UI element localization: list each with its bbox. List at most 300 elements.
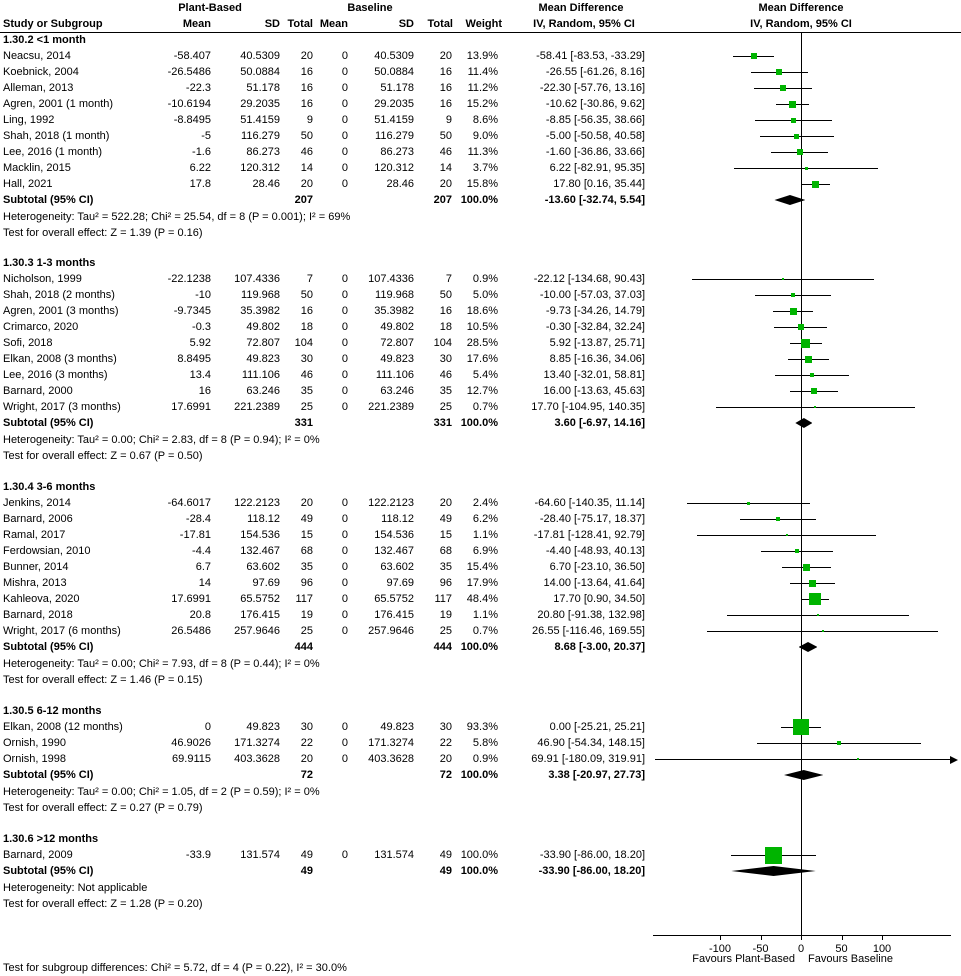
plant-total-cell: 16	[300, 305, 313, 317]
baseline-sd-cell: 49.823	[380, 721, 414, 733]
plant-sd-cell: 51.178	[246, 82, 280, 94]
plant-sd-cell: 132.467	[240, 545, 280, 557]
overall-effect-text: Test for overall effect: Z = 0.67 (P = 0.50)	[3, 450, 203, 462]
baseline-total-cell: 16	[439, 66, 452, 78]
subtotal-baseline-total: 207	[433, 194, 452, 206]
baseline-mean-cell: 0	[341, 66, 348, 78]
plant-mean-cell: 46.9026	[171, 737, 211, 749]
plant-total-cell: 15	[300, 529, 313, 541]
subgroup-header: 1.30.6 >12 months	[3, 833, 99, 845]
baseline-sd-cell: 131.574	[374, 849, 414, 861]
plant-mean-cell: -8.8495	[173, 114, 211, 126]
baseline-total-cell: 16	[439, 82, 452, 94]
md-ci-cell: -10.62 [-30.86, 9.62]	[545, 98, 645, 110]
baseline-total-cell: 35	[439, 385, 452, 397]
plant-sd-cell: 49.823	[246, 721, 280, 733]
study-name: Barnard, 2009	[3, 849, 73, 861]
plant-sd-cell: 154.536	[240, 529, 280, 541]
heterogeneity-text: Heterogeneity: Not applicable	[3, 882, 148, 894]
subtotal-weight: 100.0%	[460, 417, 498, 429]
baseline-sd-cell: 132.467	[374, 545, 414, 557]
plant-total-cell: 18	[300, 321, 313, 333]
subtotal-md-ci: 8.68 [-3.00, 20.37]	[554, 641, 645, 653]
effect-square	[811, 388, 817, 394]
weight-cell: 9.0%	[472, 130, 498, 142]
baseline-mean-cell: 0	[341, 401, 348, 413]
md-ci-cell: 13.40 [-32.01, 58.81]	[543, 369, 645, 381]
plant-sd-cell: 221.2389	[234, 401, 280, 413]
baseline-mean-cell: 0	[341, 369, 348, 381]
study-name: Mishra, 2013	[3, 577, 67, 589]
plant-mean-cell: 14	[198, 577, 211, 589]
weight-cell: 0.9%	[472, 273, 498, 285]
ci-line	[655, 759, 951, 760]
subtotal-md-ci: -13.60 [-32.74, 5.54]	[544, 194, 645, 206]
baseline-sd-cell: 107.4336	[368, 273, 414, 285]
study-name: Ramal, 2017	[3, 529, 66, 541]
study-name: Barnard, 2018	[3, 609, 73, 621]
column-header-baseline-mean: Mean	[319, 18, 348, 30]
plant-total-cell: 9	[306, 114, 313, 126]
plant-total-cell: 20	[300, 497, 313, 509]
heterogeneity-text: Heterogeneity: Tau² = 522.28; Chi² = 25.54, df = 8 (P = 0.001); I² = 69%	[3, 211, 351, 223]
weight-cell: 11.3%	[467, 146, 498, 158]
subgroup-differences-test: Test for subgroup differences: Chi² = 5.72, df = 4 (P = 0.22), I² = 30.0%	[3, 962, 347, 974]
baseline-sd-cell: 118.12	[381, 513, 414, 525]
axis-tick	[761, 935, 762, 940]
baseline-sd-cell: 28.46	[386, 178, 414, 190]
plant-total-cell: 49	[300, 849, 313, 861]
plant-total-cell: 50	[300, 130, 313, 142]
overall-effect-text: Test for overall effect: Z = 1.46 (P = 0.15)	[3, 674, 203, 686]
baseline-total-cell: 16	[439, 98, 452, 110]
baseline-mean-cell: 0	[341, 50, 348, 62]
plot-header-ci: IV, Random, 95% CI	[750, 18, 852, 30]
baseline-sd-cell: 221.2389	[368, 401, 414, 413]
baseline-sd-cell: 257.9646	[368, 625, 414, 637]
effect-square	[776, 517, 780, 521]
subtotal-baseline-total: 331	[433, 417, 452, 429]
overall-effect-text: Test for overall effect: Z = 1.28 (P = 0.20)	[3, 898, 203, 910]
effect-square	[786, 534, 788, 536]
baseline-total-cell: 50	[439, 130, 452, 142]
baseline-total-cell: 50	[439, 289, 452, 301]
plant-mean-cell: 69.9115	[172, 753, 211, 765]
column-header-plant-mean: Mean	[182, 18, 211, 30]
baseline-total-cell: 49	[439, 513, 452, 525]
plant-total-cell: 46	[300, 146, 313, 158]
axis-tick	[842, 935, 843, 940]
subtotal-plant-total: 444	[294, 641, 313, 653]
plant-mean-cell: 17.6991	[171, 593, 211, 605]
plant-mean-cell: -22.3	[185, 82, 211, 94]
baseline-sd-cell: 176.415	[374, 609, 414, 621]
effect-square	[776, 69, 782, 75]
plant-mean-cell: 13.4	[189, 369, 211, 381]
plant-sd-cell: 35.3982	[240, 305, 280, 317]
effect-square	[822, 630, 824, 632]
baseline-mean-cell: 0	[341, 305, 348, 317]
baseline-sd-cell: 49.823	[380, 353, 414, 365]
effect-square	[795, 549, 799, 553]
study-name: Barnard, 2000	[3, 385, 73, 397]
md-ci-cell: -1.60 [-36.86, 33.66]	[545, 146, 645, 158]
plant-mean-cell: 17.8	[189, 178, 211, 190]
baseline-mean-cell: 0	[341, 513, 348, 525]
subtotal-md-ci: -33.90 [-86.00, 18.20]	[538, 865, 645, 877]
weight-cell: 13.9%	[466, 50, 498, 62]
md-ci-cell: 17.80 [0.16, 35.44]	[553, 178, 645, 190]
plant-total-cell: 22	[300, 737, 313, 749]
plant-total-cell: 14	[300, 162, 313, 174]
plant-mean-cell: 26.5486	[171, 625, 211, 637]
plant-mean-cell: -17.81	[179, 529, 211, 541]
subtotal-plant-total: 331	[294, 417, 313, 429]
baseline-mean-cell: 0	[341, 593, 348, 605]
axis-tick-label: 100	[872, 943, 892, 955]
subtotal-plant-total: 49	[300, 865, 313, 877]
md-ci-cell: -22.30 [-57.76, 13.16]	[539, 82, 645, 94]
baseline-sd-cell: 49.802	[380, 321, 414, 333]
plant-total-cell: 16	[300, 98, 313, 110]
baseline-mean-cell: 0	[341, 114, 348, 126]
baseline-total-cell: 46	[439, 369, 452, 381]
baseline-total-cell: 25	[439, 625, 452, 637]
baseline-sd-cell: 116.279	[375, 130, 414, 142]
weight-cell: 0.7%	[472, 625, 498, 637]
md-ci-cell: -64.60 [-140.35, 11.14]	[534, 497, 645, 509]
md-ci-cell: -5.00 [-50.58, 40.58]	[545, 130, 645, 142]
md-ci-cell: 17.70 [-104.95, 140.35]	[531, 401, 645, 413]
plant-sd-cell: 40.5309	[240, 50, 280, 62]
weight-cell: 0.7%	[472, 401, 498, 413]
plant-sd-cell: 29.2035	[240, 98, 280, 110]
subgroup-header: 1.30.2 <1 month	[3, 34, 86, 46]
baseline-mean-cell: 0	[341, 753, 348, 765]
baseline-sd-cell: 35.3982	[374, 305, 414, 317]
baseline-total-cell: 7	[445, 273, 452, 285]
weight-cell: 8.6%	[472, 114, 498, 126]
plant-mean-cell: -1.6	[192, 146, 211, 158]
axis-tick	[801, 935, 802, 940]
md-ci-cell: 16.00 [-13.63, 45.63]	[543, 385, 645, 397]
plant-sd-cell: 111.106	[241, 369, 280, 381]
axis-tick-label: 50	[835, 943, 848, 955]
baseline-mean-cell: 0	[341, 178, 348, 190]
study-name: Kahleova, 2020	[3, 593, 80, 605]
plant-mean-cell: 0	[204, 721, 211, 733]
baseline-sd-cell: 72.807	[380, 337, 414, 349]
study-name: Elkan, 2008 (3 months)	[3, 353, 117, 365]
baseline-total-cell: 15	[439, 529, 452, 541]
weight-cell: 12.7%	[466, 385, 498, 397]
weight-cell: 3.7%	[472, 162, 498, 174]
plant-total-cell: 16	[300, 82, 313, 94]
plant-mean-cell: -0.3	[192, 321, 211, 333]
baseline-total-cell: 30	[439, 353, 452, 365]
favours-right-label: Favours Baseline	[808, 953, 893, 965]
md-ci-cell: 0.00 [-25.21, 25.21]	[549, 721, 645, 733]
heterogeneity-text: Heterogeneity: Tau² = 0.00; Chi² = 7.93, df = 8 (P = 0.44); I² = 0%	[3, 658, 320, 670]
baseline-mean-cell: 0	[341, 609, 348, 621]
plant-sd-cell: 122.2123	[234, 497, 280, 509]
md-ci-cell: 20.80 [-91.38, 132.98]	[537, 609, 645, 621]
effect-square	[801, 339, 810, 348]
plant-sd-cell: 171.3274	[234, 737, 280, 749]
baseline-sd-cell: 29.2035	[374, 98, 414, 110]
subtotal-weight: 100.0%	[460, 194, 498, 206]
baseline-mean-cell: 0	[341, 737, 348, 749]
md-ci-cell: -10.00 [-57.03, 37.03]	[539, 289, 645, 301]
baseline-total-cell: 96	[439, 577, 452, 589]
baseline-sd-cell: 86.273	[380, 146, 414, 158]
column-header-mean-difference: Mean Difference	[538, 2, 624, 14]
effect-square	[797, 149, 803, 155]
column-header-ci: IV, Random, 95% CI	[533, 18, 635, 30]
study-name: Ferdowsian, 2010	[3, 545, 91, 557]
weight-cell: 1.1%	[472, 609, 498, 621]
subtotal-md-ci: 3.60 [-6.97, 14.16]	[554, 417, 645, 429]
effect-square	[805, 356, 812, 363]
study-name: Agren, 2001 (1 month)	[3, 98, 114, 110]
study-name: Hall, 2021	[3, 178, 53, 190]
baseline-mean-cell: 0	[341, 385, 348, 397]
md-ci-cell: 26.55 [-116.46, 169.55]	[532, 625, 645, 637]
weight-cell: 1.1%	[472, 529, 498, 541]
baseline-total-cell: 49	[439, 849, 452, 861]
plant-mean-cell: 6.7	[195, 561, 211, 573]
study-name: Ling, 1992	[3, 114, 55, 126]
baseline-mean-cell: 0	[341, 577, 348, 589]
effect-square	[798, 324, 804, 330]
study-name: Jenkins, 2014	[3, 497, 71, 509]
baseline-mean-cell: 0	[341, 529, 348, 541]
effect-square	[857, 758, 859, 760]
subtotal-diamond	[784, 770, 823, 780]
plant-total-cell: 19	[300, 609, 313, 621]
plant-mean-cell: -10.6194	[167, 98, 211, 110]
study-name: Lee, 2016 (3 months)	[3, 369, 108, 381]
column-header-baseline-total: Total	[427, 18, 453, 30]
md-ci-cell: -0.30 [-32.84, 32.24]	[545, 321, 645, 333]
baseline-mean-cell: 0	[341, 625, 348, 637]
baseline-sd-cell: 40.5309	[374, 50, 414, 62]
plant-mean-cell: 6.22	[189, 162, 211, 174]
plant-sd-cell: 63.246	[246, 385, 280, 397]
weight-cell: 17.9%	[466, 577, 498, 589]
plant-mean-cell: -33.9	[185, 849, 211, 861]
column-header-baseline: Baseline	[347, 2, 393, 14]
plant-sd-cell: 51.4159	[240, 114, 280, 126]
effect-square	[780, 85, 786, 91]
weight-cell: 11.2%	[467, 82, 498, 94]
plant-mean-cell: -10	[195, 289, 211, 301]
subtotal-weight: 100.0%	[460, 641, 498, 653]
plant-total-cell: 50	[300, 289, 313, 301]
weight-cell: 100.0%	[460, 849, 498, 861]
study-name: Shah, 2018 (2 months)	[3, 289, 115, 301]
plant-sd-cell: 116.279	[241, 130, 280, 142]
baseline-total-cell: 46	[439, 146, 452, 158]
md-ci-cell: -22.12 [-134.68, 90.43]	[533, 273, 645, 285]
plant-mean-cell: -22.1238	[167, 273, 211, 285]
effect-square	[817, 614, 819, 616]
effect-square	[789, 101, 796, 108]
axis-tick	[882, 935, 883, 940]
plot-header-mean-difference: Mean Difference	[758, 2, 844, 14]
axis-tick	[720, 935, 721, 940]
heterogeneity-text: Heterogeneity: Tau² = 0.00; Chi² = 2.83, df = 8 (P = 0.94); I² = 0%	[3, 434, 320, 446]
plant-mean-cell: -28.4	[185, 513, 211, 525]
baseline-mean-cell: 0	[341, 337, 348, 349]
baseline-mean-cell: 0	[341, 497, 348, 509]
plant-total-cell: 16	[300, 66, 313, 78]
subtotal-plant-total: 207	[294, 194, 313, 206]
plant-sd-cell: 176.415	[240, 609, 280, 621]
study-name: Koebnick, 2004	[3, 66, 79, 78]
baseline-total-cell: 35	[439, 561, 452, 573]
subtotal-baseline-total: 444	[433, 641, 452, 653]
effect-square	[782, 278, 784, 280]
plant-sd-cell: 403.3628	[234, 753, 280, 765]
baseline-mean-cell: 0	[341, 82, 348, 94]
study-name: Crimarco, 2020	[3, 321, 79, 333]
baseline-total-cell: 117	[434, 593, 452, 605]
baseline-mean-cell: 0	[341, 545, 348, 557]
overall-effect-text: Test for overall effect: Z = 1.39 (P = 0.16)	[3, 227, 203, 239]
plant-sd-cell: 131.574	[240, 849, 280, 861]
plant-mean-cell: 16	[198, 385, 211, 397]
effect-square	[837, 741, 841, 745]
weight-cell: 2.4%	[472, 497, 498, 509]
subtotal-diamond	[731, 866, 815, 876]
x-axis-line	[653, 935, 951, 936]
study-name: Macklin, 2015	[3, 162, 71, 174]
subtotal-diamond	[795, 418, 812, 428]
effect-square	[814, 406, 816, 408]
plant-total-cell: 96	[300, 577, 313, 589]
weight-cell: 11.4%	[467, 66, 498, 78]
plant-mean-cell: -5	[201, 130, 211, 142]
subgroup-header: 1.30.3 1-3 months	[3, 257, 96, 269]
axis-tick-label: 0	[797, 943, 805, 955]
plant-sd-cell: 72.807	[246, 337, 280, 349]
plant-total-cell: 104	[294, 337, 313, 349]
favours-left-label: Favours Plant-Based	[692, 953, 795, 965]
weight-cell: 6.2%	[472, 513, 498, 525]
effect-square	[809, 593, 821, 605]
plant-total-cell: 7	[306, 273, 313, 285]
subtotal-md-ci: 3.38 [-20.97, 27.73]	[548, 769, 645, 781]
plant-sd-cell: 86.273	[246, 146, 280, 158]
md-ci-cell: -33.90 [-86.00, 18.20]	[539, 849, 645, 861]
plant-total-cell: 30	[300, 353, 313, 365]
baseline-total-cell: 16	[439, 305, 452, 317]
plant-total-cell: 117	[295, 593, 313, 605]
baseline-sd-cell: 65.5752	[374, 593, 414, 605]
md-ci-cell: 14.00 [-13.64, 41.64]	[543, 577, 645, 589]
weight-cell: 15.2%	[466, 98, 498, 110]
baseline-sd-cell: 50.0884	[374, 66, 414, 78]
plant-total-cell: 68	[300, 545, 313, 557]
baseline-sd-cell: 120.312	[374, 162, 414, 174]
plant-sd-cell: 28.46	[252, 178, 280, 190]
baseline-total-cell: 18	[439, 321, 452, 333]
header-divider	[0, 32, 961, 33]
plant-sd-cell: 50.0884	[240, 66, 280, 78]
plant-sd-cell: 63.602	[246, 561, 280, 573]
column-header-baseline-sd: SD	[398, 18, 414, 30]
effect-square	[790, 308, 797, 315]
subtotal-label: Subtotal (95% CI)	[3, 194, 94, 206]
plant-mean-cell: 17.6991	[171, 401, 211, 413]
baseline-mean-cell: 0	[341, 146, 348, 158]
md-ci-cell: -26.55 [-61.26, 8.16]	[545, 66, 645, 78]
plant-mean-cell: -58.407	[173, 50, 211, 62]
baseline-mean-cell: 0	[341, 321, 348, 333]
plant-sd-cell: 97.69	[252, 577, 280, 589]
plant-mean-cell: 20.8	[189, 609, 211, 621]
plant-total-cell: 35	[300, 385, 313, 397]
plant-total-cell: 20	[300, 753, 313, 765]
effect-square	[812, 181, 819, 188]
baseline-total-cell: 25	[439, 401, 452, 413]
md-ci-cell: -8.85 [-56.35, 38.66]	[545, 114, 645, 126]
baseline-sd-cell: 97.69	[386, 577, 414, 589]
weight-cell: 15.8%	[466, 178, 498, 190]
study-name: Sofi, 2018	[3, 337, 53, 349]
plant-total-cell: 25	[300, 625, 313, 637]
plant-total-cell: 49	[300, 513, 313, 525]
baseline-mean-cell: 0	[341, 162, 348, 174]
weight-cell: 5.4%	[472, 369, 498, 381]
weight-cell: 15.4%	[466, 561, 498, 573]
column-header-plant-total: Total	[287, 18, 313, 30]
column-header-plant-based: Plant-Based	[178, 2, 242, 14]
baseline-total-cell: 22	[439, 737, 452, 749]
subtotal-label: Subtotal (95% CI)	[3, 865, 94, 877]
md-ci-cell: -17.81 [-128.41, 92.79]	[533, 529, 645, 541]
md-ci-cell: 5.92 [-13.87, 25.71]	[549, 337, 645, 349]
weight-cell: 48.4%	[466, 593, 498, 605]
subtotal-label: Subtotal (95% CI)	[3, 417, 94, 429]
md-ci-cell: 46.90 [-54.34, 148.15]	[537, 737, 645, 749]
baseline-mean-cell: 0	[341, 289, 348, 301]
weight-cell: 0.9%	[472, 753, 498, 765]
effect-square	[747, 502, 750, 505]
plant-total-cell: 35	[300, 561, 313, 573]
ci-arrow-right-icon	[950, 756, 958, 764]
effect-square	[810, 373, 814, 377]
study-name: Elkan, 2008 (12 months)	[3, 721, 123, 733]
md-ci-cell: 6.70 [-23.10, 36.50]	[549, 561, 645, 573]
study-name: Neacsu, 2014	[3, 50, 71, 62]
weight-cell: 5.0%	[472, 289, 498, 301]
baseline-total-cell: 9	[445, 114, 452, 126]
baseline-sd-cell: 63.246	[380, 385, 414, 397]
plant-mean-cell: 5.92	[189, 337, 211, 349]
baseline-total-cell: 20	[439, 50, 452, 62]
md-ci-cell: 6.22 [-82.91, 95.35]	[549, 162, 645, 174]
axis-tick-label: -50	[752, 943, 769, 955]
subtotal-baseline-total: 49	[439, 865, 452, 877]
md-ci-cell: -58.41 [-83.53, -33.29]	[536, 50, 645, 62]
plant-sd-cell: 65.5752	[240, 593, 280, 605]
subgroup-header: 1.30.5 6-12 months	[3, 705, 102, 717]
weight-cell: 17.6%	[466, 353, 498, 365]
baseline-total-cell: 19	[439, 609, 452, 621]
baseline-sd-cell: 403.3628	[368, 753, 414, 765]
